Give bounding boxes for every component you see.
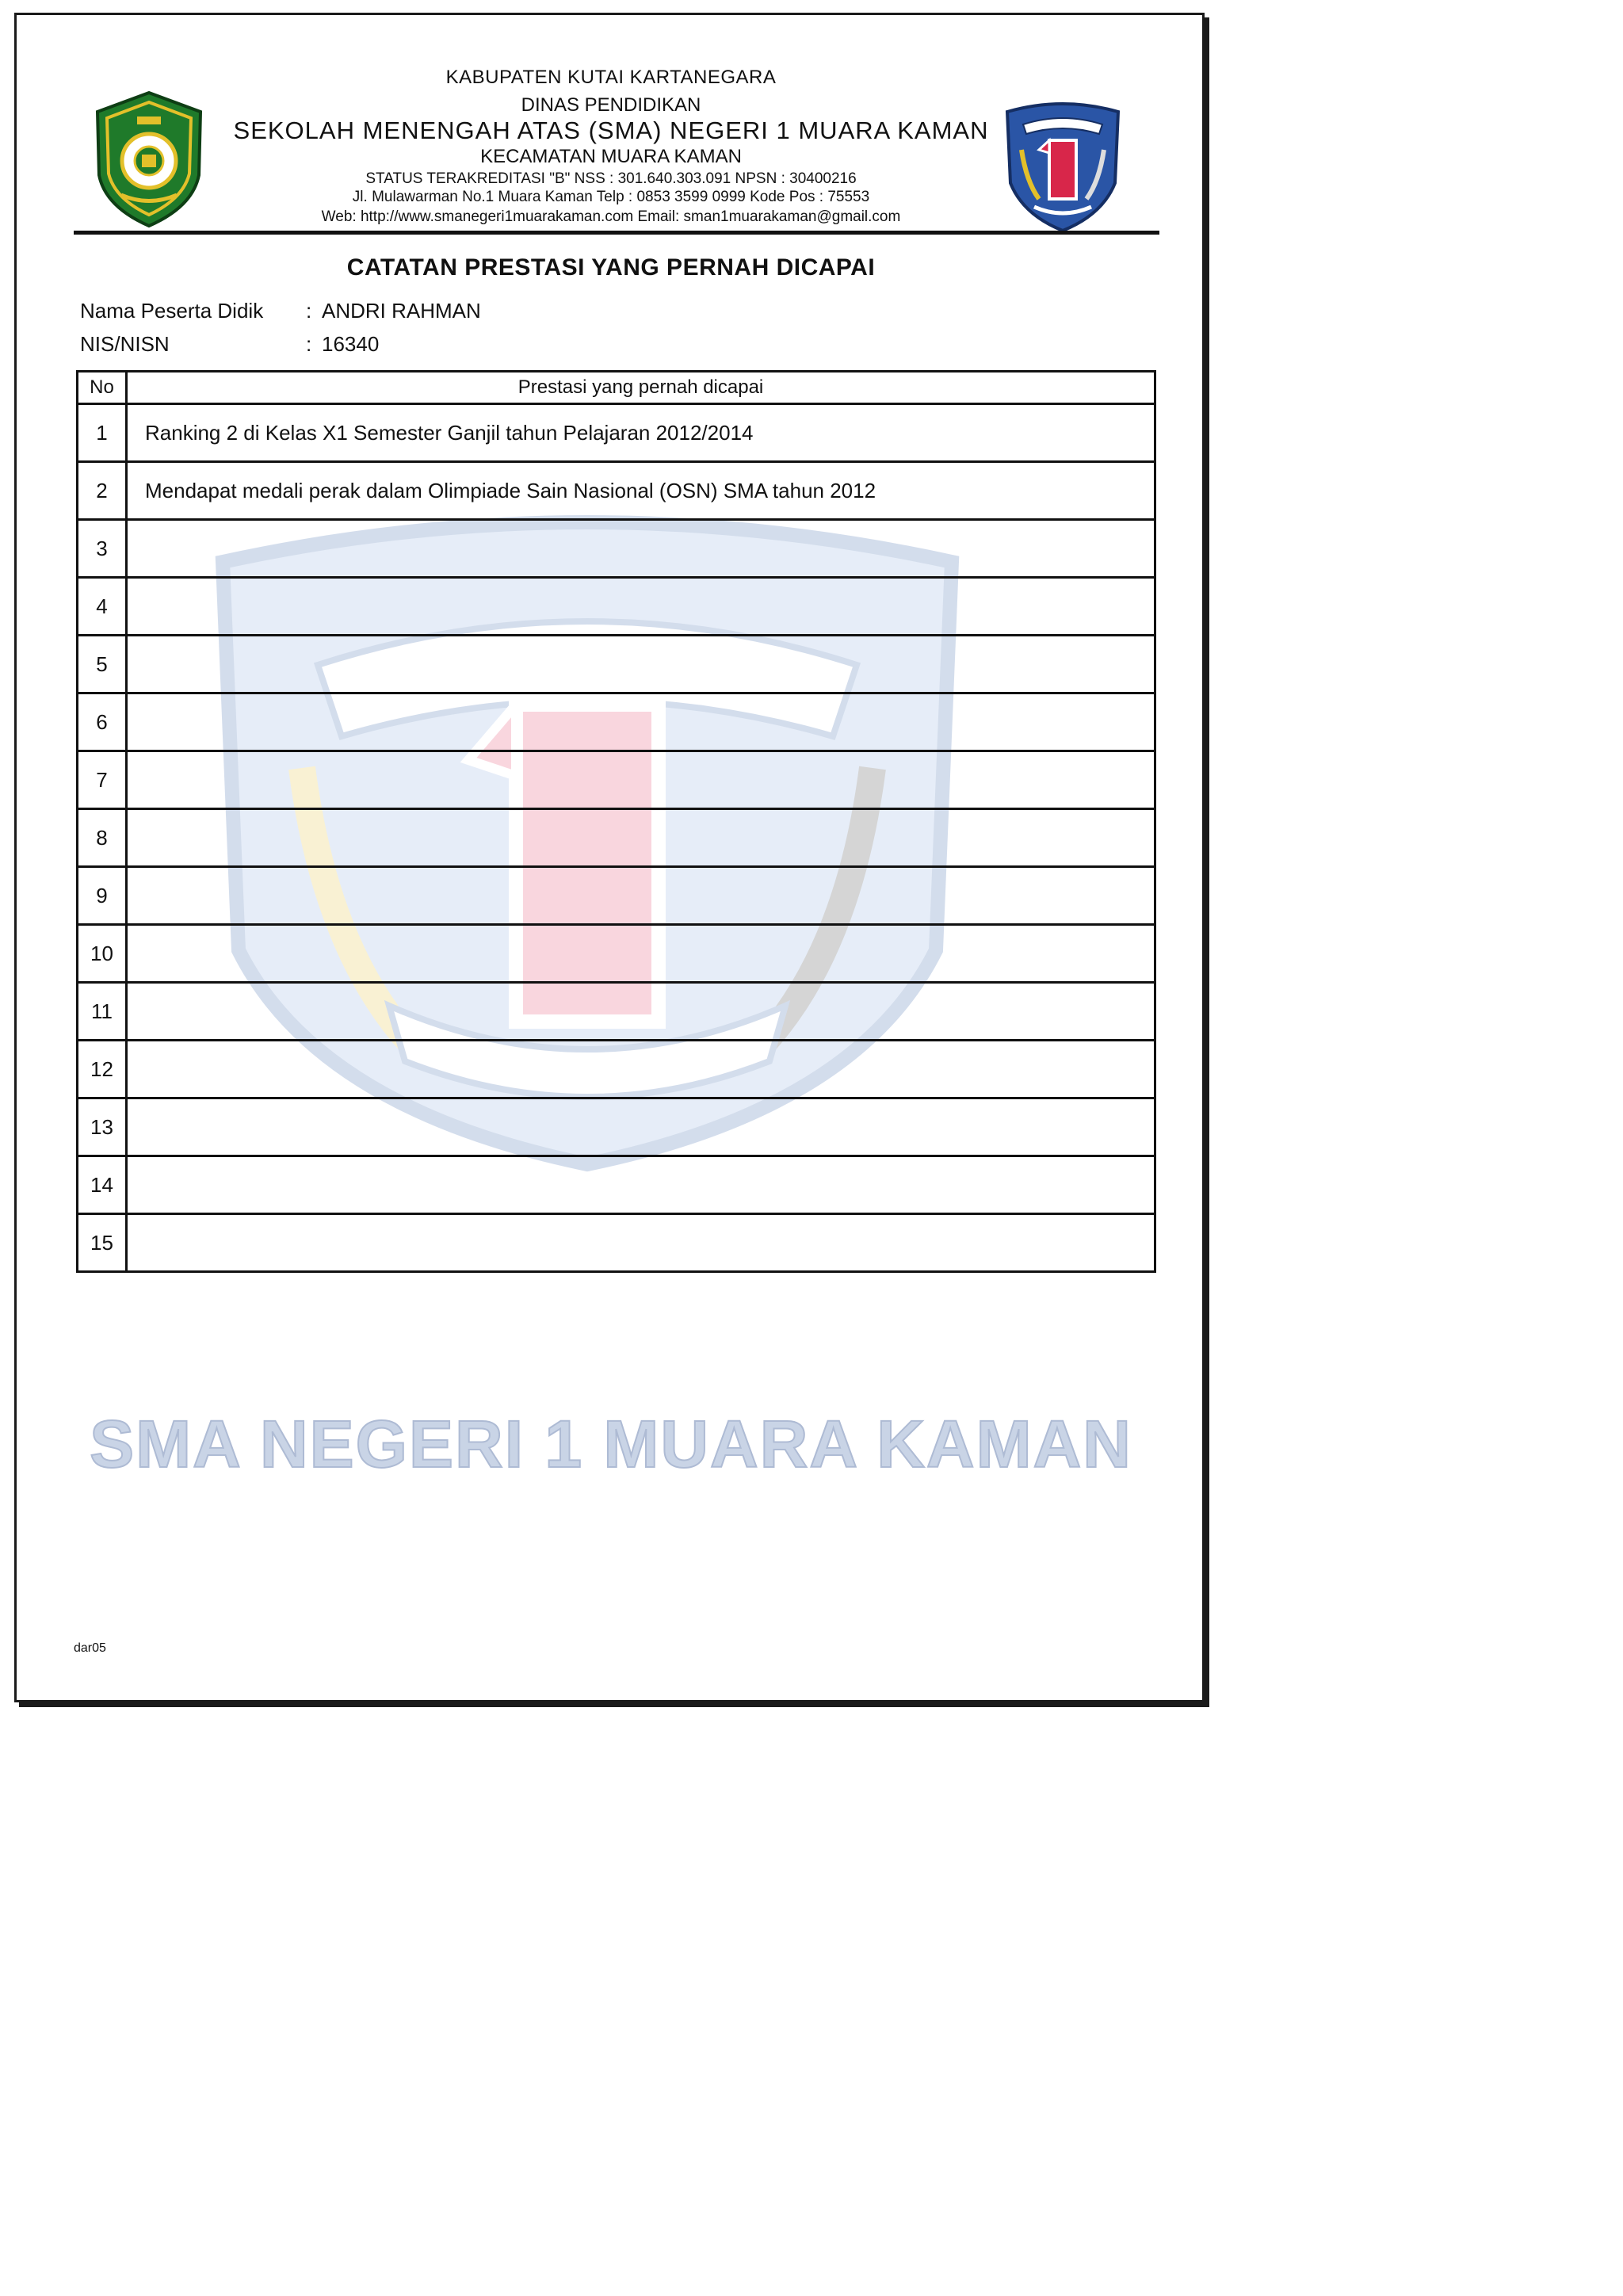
column-header-prestasi: Prestasi yang pernah dicapai — [127, 372, 1155, 404]
row-number: 10 — [78, 925, 127, 983]
row-number: 14 — [78, 1156, 127, 1214]
row-achievement — [127, 1156, 1155, 1214]
column-header-no: No — [78, 372, 127, 404]
document-title: CATATAN PRESTASI YANG PERNAH DICAPAI — [346, 254, 876, 281]
table-row — [78, 1214, 1155, 1272]
table-row — [78, 751, 1155, 809]
table-row — [78, 578, 1155, 636]
sma-negeri-1-badge-icon — [999, 94, 1126, 235]
row-achievement — [127, 925, 1155, 983]
letterhead-district: KECAMATAN MUARA KAMAN — [480, 146, 742, 167]
table-row — [78, 809, 1155, 867]
row-number: 12 — [78, 1041, 127, 1098]
document-page — [14, 13, 1205, 1702]
row-achievement — [127, 1214, 1155, 1272]
row-number: 5 — [78, 636, 127, 693]
table-row — [78, 636, 1155, 693]
row-achievement — [127, 809, 1155, 867]
row-number: 4 — [78, 578, 127, 636]
row-number: 7 — [78, 751, 127, 809]
row-achievement — [127, 693, 1155, 751]
row-achievement — [127, 578, 1155, 636]
letterhead-school-name: SEKOLAH MENENGAH ATAS (SMA) NEGERI 1 MUARA KAMAN — [233, 117, 989, 144]
footer-code: dar05 — [74, 1641, 106, 1655]
student-name-value: ANDRI RAHMAN — [322, 299, 481, 323]
table-row — [78, 1041, 1155, 1098]
row-number: 3 — [78, 520, 127, 578]
table-row — [78, 404, 1155, 462]
student-name-label: Nama Peserta Didik — [80, 299, 264, 323]
letterhead-regency: KABUPATEN KUTAI KARTANEGARA — [445, 67, 777, 88]
school-name-watermark: SMA NEGERI 1 MUARA KAMAN — [90, 1407, 1132, 1481]
table-row — [78, 983, 1155, 1041]
row-number: 2 — [78, 462, 127, 520]
row-achievement — [127, 636, 1155, 693]
table-row — [78, 867, 1155, 925]
table-row — [78, 462, 1155, 520]
letterhead-web-email: Web: http://www.smanegeri1muarakaman.com Email: sman1muarakaman@gmail.com — [321, 208, 901, 225]
table-row — [78, 1098, 1155, 1156]
student-id-colon: : — [306, 332, 312, 356]
row-number: 9 — [78, 867, 127, 925]
badge-number: 1 — [1049, 156, 1076, 208]
letterhead-divider — [74, 231, 1159, 235]
letterhead-accreditation: STATUS TERAKREDITASI "B" NSS : 301.640.303.091 NPSN : 30400216 — [365, 170, 857, 187]
kutai-kartanegara-seal-icon — [90, 88, 208, 231]
row-achievement: Mendapat medali perak dalam Olimpiade Sain Nasional (OSN) SMA tahun 2012 — [127, 462, 1155, 520]
student-id-label: NIS/NISN — [80, 332, 170, 356]
student-name-colon: : — [306, 299, 312, 323]
row-achievement — [127, 867, 1155, 925]
row-number: 13 — [78, 1098, 127, 1156]
achievements-table — [76, 370, 1156, 1273]
letterhead-address: Jl. Mulawarman No.1 Muara Kaman Telp : 0853 3599 0999 Kode Pos : 75553 — [352, 189, 870, 205]
row-number: 1 — [78, 404, 127, 462]
row-number: 6 — [78, 693, 127, 751]
row-achievement: Ranking 2 di Kelas X1 Semester Ganjil tahun Pelajaran 2012/2014 — [127, 404, 1155, 462]
table-row — [78, 925, 1155, 983]
row-number: 11 — [78, 983, 127, 1041]
row-achievement — [127, 1041, 1155, 1098]
student-id-value: 16340 — [322, 332, 380, 356]
table-header-row — [78, 372, 1155, 404]
row-achievement — [127, 1098, 1155, 1156]
row-achievement — [127, 520, 1155, 578]
row-achievement — [127, 983, 1155, 1041]
row-number: 15 — [78, 1214, 127, 1272]
row-achievement — [127, 751, 1155, 809]
letterhead-department: DINAS PENDIDIKAN — [521, 94, 701, 116]
table-row — [78, 520, 1155, 578]
row-number: 8 — [78, 809, 127, 867]
table-row — [78, 1156, 1155, 1214]
table-row — [78, 693, 1155, 751]
